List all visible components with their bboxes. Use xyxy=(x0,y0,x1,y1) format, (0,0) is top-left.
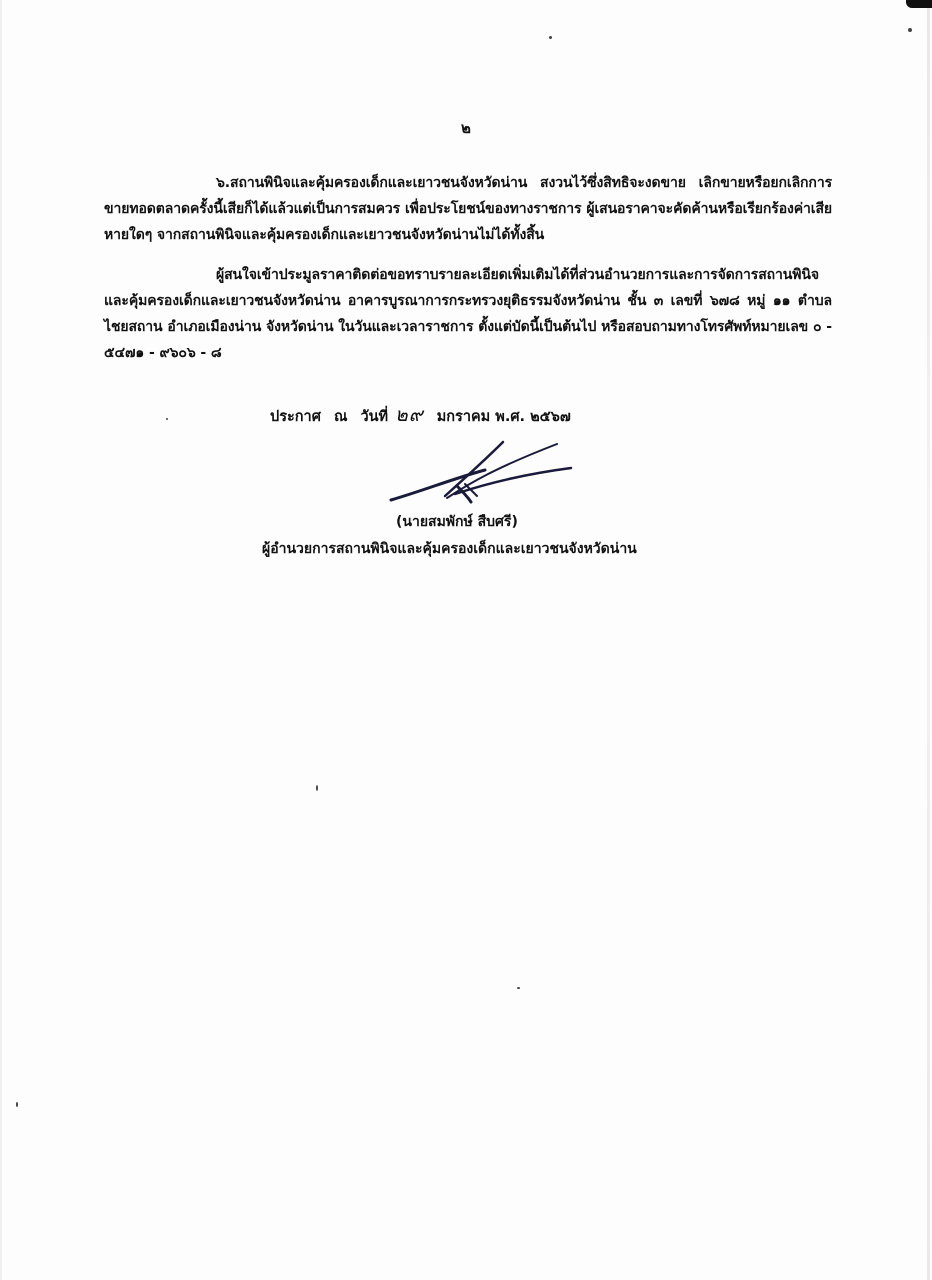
scan-speck xyxy=(16,1102,18,1107)
scan-edge-right xyxy=(927,0,930,1280)
announcement-day-label: วันที่ xyxy=(360,409,389,425)
page-number: ๒ xyxy=(461,119,471,137)
handwritten-signature xyxy=(385,438,585,510)
scan-speck xyxy=(166,418,168,420)
scan-speck xyxy=(316,785,318,791)
announcement-at: ณ xyxy=(333,409,348,425)
paragraph-text: ผู้สนใจเข้าประมูลราคาติดต่อขอทราบรายละเอียดเพิ่มเติมได้ที่ส่วนอำนวยการและการจัดการสถานพินิจและคุ้มครองเด็กและเยาวชนจังหวัดน่าน อาคารบูรณาการกระทรวงยุติธรรมจังหวัดน่าน ชั้น ๓ เลขที่ ๖๗๘ หมู่ ๑๑ ตำบลไชยสถาน อำเภอเมืองน่าน จังหวัดน่าน ในวันและเวลาราชการ ตั้งแต่บัดนี้เป็นต้นไป หรือสอบถามทางโทรศัพท์หมายเลข ๐ - ๕๔๗๑ - ๙๖๐๖ - ๘ xyxy=(104,267,832,361)
scan-speck xyxy=(517,987,520,989)
announcement-date-line xyxy=(270,400,579,430)
paragraph-contact-info xyxy=(104,262,832,366)
announcement-day-handwritten: ๒๙ xyxy=(395,404,424,426)
signer-name: (นายสมพักษ์ สืบศรี) xyxy=(396,514,518,530)
scan-corner-mark xyxy=(906,0,932,8)
paragraph-text: ๖.สถานพินิจและคุ้มครองเด็กและเยาวชนจังหวัดน่าน สงวนไว้ซึ่งสิทธิจะงดขาย เลิกขายหรือยกเลิกการขายทอดตลาดครั้งนี้เสียก็ได้แล้วแต่เป็นการสมควร เพื่อประโยชน์ของทางราชการ ผู้เสนอราคาจะคัดค้านหรือเรียกร้องค่าเสียหายใดๆ จากสถานพินิจและคุ้มครองเด็กและเยาวชนจังหวัดน่านไม่ได้ทั้งสิ้น xyxy=(104,175,832,243)
scan-speck xyxy=(549,36,552,39)
scan-edge-left xyxy=(0,0,2,1280)
signer-title: ผู้อำนวยการสถานพินิจและคุ้มครองเด็กและเยาวชนจังหวัดน่าน xyxy=(262,541,637,557)
announcement-month-year: มกราคม พ.ศ. ๒๕๖๗ xyxy=(436,409,571,425)
paragraph-cancellation-right xyxy=(104,170,832,248)
announcement-prefix: ประกาศ xyxy=(270,409,321,425)
scan-speck xyxy=(908,28,912,32)
